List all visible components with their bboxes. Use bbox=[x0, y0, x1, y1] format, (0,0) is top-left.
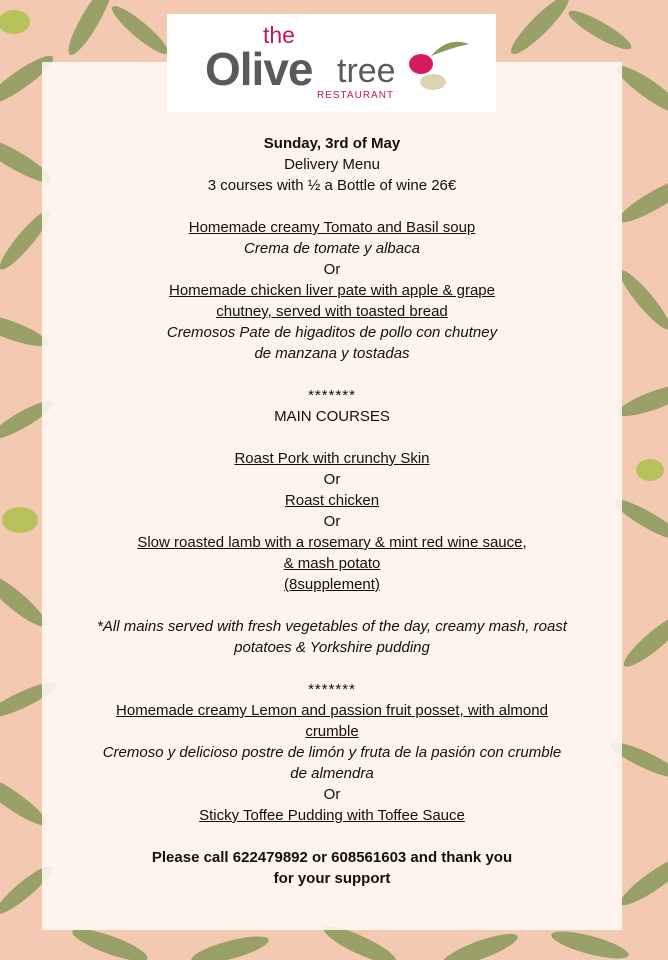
olive-icon bbox=[403, 34, 473, 104]
logo-restaurant-text: RESTAURANT bbox=[317, 90, 395, 101]
main3-line1: Slow roasted lamb with a rosemary & mint red wine sauce, bbox=[137, 534, 527, 551]
star-separator: ******* bbox=[308, 681, 356, 698]
starter1-en: Homemade creamy Tomato and Basil soup bbox=[188, 219, 476, 236]
restaurant-logo bbox=[167, 14, 496, 112]
or-separator: Or bbox=[323, 513, 341, 530]
dessert1-es-line2: de almendra bbox=[290, 765, 374, 782]
mains-note-line2: potatoes & Yorkshire pudding bbox=[234, 639, 430, 656]
or-separator: Or bbox=[323, 261, 341, 278]
mains-note-line1: *All mains served with fresh vegetables of the day, creamy mash, roast bbox=[97, 618, 567, 635]
starter2-en-line1: Homemade chicken liver pate with apple & grape bbox=[168, 282, 495, 299]
main-courses-heading: MAIN COURSES bbox=[274, 408, 390, 425]
dessert1-en-line2: crumble bbox=[305, 723, 359, 740]
star-separator: ******* bbox=[308, 387, 356, 404]
main1: Roast Pork with crunchy Skin bbox=[234, 450, 430, 467]
contact-line2: for your support bbox=[273, 870, 391, 887]
main3-line2: & mash potato bbox=[283, 555, 381, 572]
starter2-es-line2: de manzana y tostadas bbox=[254, 345, 410, 362]
menu-date: Sunday, 3rd of May bbox=[263, 135, 401, 152]
starter1-es: Crema de tomate y albaca bbox=[244, 240, 420, 257]
logo-olive-text: Olive bbox=[205, 43, 313, 95]
logo-tree-text: tree bbox=[337, 52, 396, 90]
dessert1-en-line1: Homemade creamy Lemon and passion fruit posset, with almond bbox=[116, 702, 548, 719]
contact-line1: Please call 622479892 or 608561603 and thank you bbox=[151, 849, 513, 866]
or-separator: Or bbox=[323, 471, 341, 488]
main2: Roast chicken bbox=[284, 492, 380, 509]
dessert1-es-line1: Cremoso y delicioso postre de limón y fruta de la pasión con crumble bbox=[102, 744, 562, 761]
starter2-es-line1: Cremosos Pate de higaditos de pollo con chutney bbox=[166, 324, 498, 341]
dessert2: Sticky Toffee Pudding with Toffee Sauce bbox=[199, 807, 465, 824]
or-separator: Or bbox=[323, 786, 341, 803]
logo-the-text: the bbox=[263, 22, 295, 48]
starter2-en-line2: chutney, served with toasted bread bbox=[216, 303, 448, 320]
menu-content bbox=[42, 133, 622, 889]
main3-line3: (8supplement) bbox=[284, 576, 380, 593]
menu-subtitle: Delivery Menu bbox=[284, 156, 380, 173]
menu-offer: 3 courses with ½ a Bottle of wine 26€ bbox=[207, 177, 457, 194]
